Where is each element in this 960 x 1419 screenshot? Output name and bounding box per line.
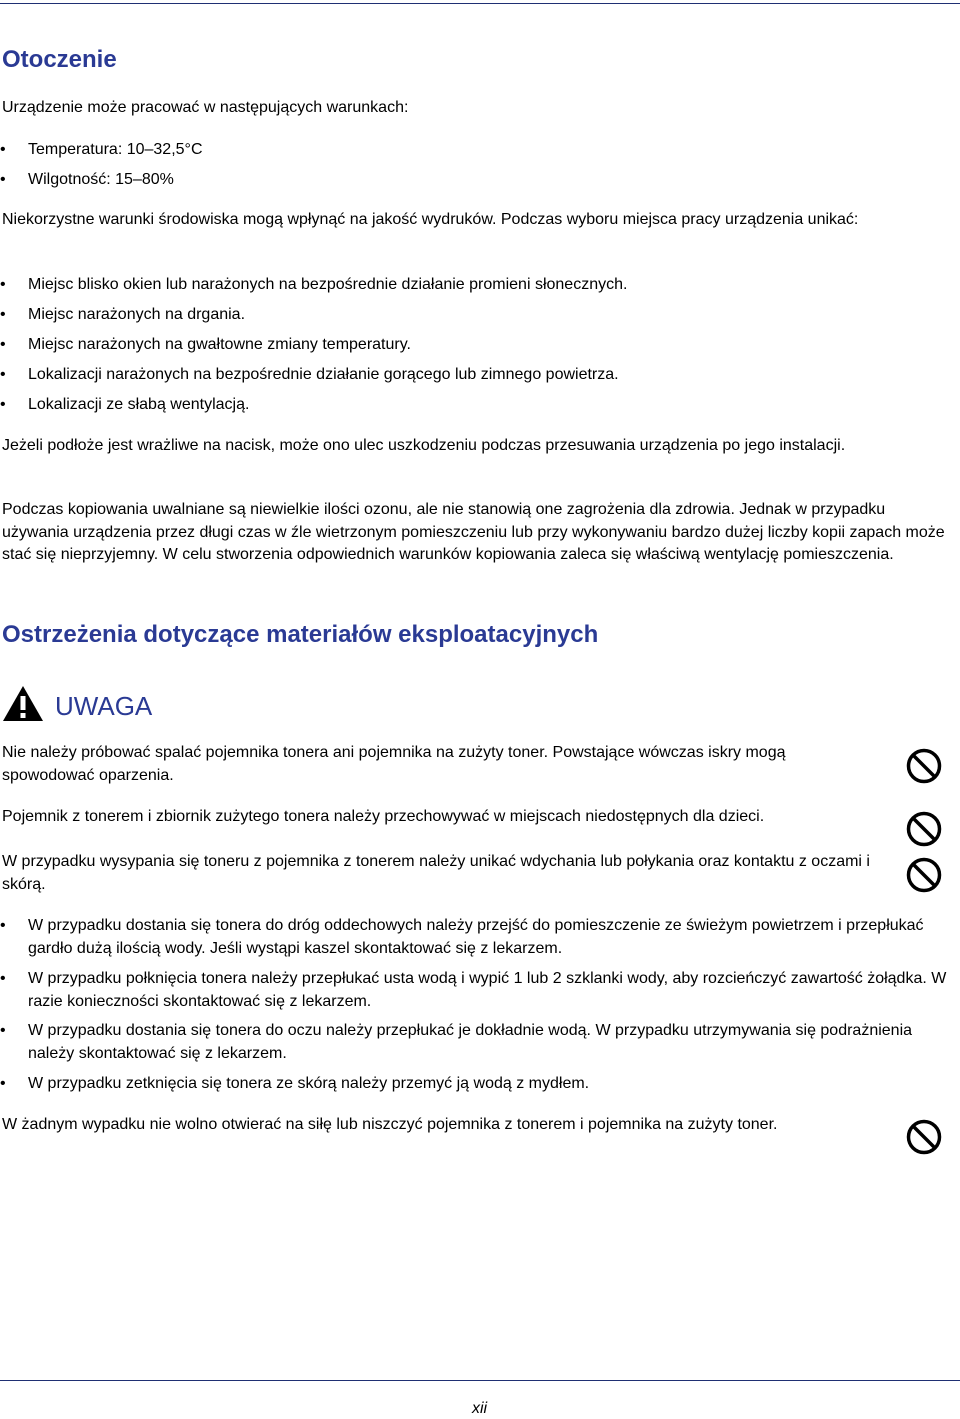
ozone-note: Podczas kopiowania uwalniane są niewielkie ilości ozonu, ale nie stanowią one zagrożenia dla zdrowia. Jednak w przypadku używania urządzenia przez długi czas w źle wietrzonym pomieszczeniu lub przy wykonywaniu bardzo dużej liczby kopii zapach może stać się nieprzyjemny. W celu stworzenia odpowiednich warunków kopiowania zaleca się właściwą wentylację pomieszczenia. bbox=[2, 501, 945, 563]
bullet: • bbox=[0, 917, 6, 934]
bullet: • bbox=[0, 276, 6, 293]
prohibition-icon bbox=[906, 1119, 942, 1155]
bottom-rule bbox=[0, 1380, 960, 1381]
top-rule bbox=[0, 3, 960, 4]
warning-spill: W przypadku wysypania się toneru z pojemnika z tonerem należy unikać wdychania lub połykania oraz kontaktu z oczami i skórą. bbox=[2, 853, 870, 893]
bullet: • bbox=[0, 1022, 6, 1039]
bullet: • bbox=[0, 336, 6, 353]
bullet: • bbox=[0, 171, 6, 188]
caution-label: UWAGA bbox=[55, 691, 153, 721]
bullet: • bbox=[0, 141, 6, 158]
prohibition-icon bbox=[906, 857, 942, 893]
bullet: • bbox=[0, 306, 6, 323]
bullet: • bbox=[0, 366, 6, 383]
bullet: • bbox=[0, 1075, 6, 1092]
section-title-environment: Otoczenie bbox=[2, 46, 117, 73]
environment-intro: Urządzenie może pracować w następujących warunkach: bbox=[2, 99, 409, 116]
warning-children: Pojemnik z tonerem i zbiornik zużytego tonera należy przechowywać w miejscach niedostępnych dla dzieci. bbox=[2, 808, 765, 825]
prohibition-icon bbox=[906, 811, 942, 847]
floor-note: Jeżeli podłoże jest wrażliwe na nacisk, może ono ulec uszkodzeniu podczas przesuwania urządzenia po jego instalacji. bbox=[2, 437, 846, 454]
prohibition-icon bbox=[906, 748, 942, 784]
warning-triangle-icon bbox=[2, 685, 44, 722]
avoid-intro: Niekorzystne warunki środowiska mogą wpłynąć na jakość wydruków. Podczas wyboru miejsca pracy urządzenia unikać: bbox=[2, 211, 859, 228]
section-title-consumables: Ostrzeżenia dotyczące materiałów eksploatacyjnych bbox=[2, 621, 599, 648]
page-number: xii bbox=[472, 1400, 488, 1417]
warning-burn: Nie należy próbować spalać pojemnika tonera ani pojemnika na zużyty toner. Powstające wówczas iskry mogą spowodować oparzenia. bbox=[2, 744, 786, 784]
warning-no-force: W żadnym wypadku nie wolno otwierać na siłę lub niszczyć pojemnika z tonerem i pojemnika na zużyty toner. bbox=[2, 1116, 778, 1133]
bullet: • bbox=[0, 396, 6, 413]
bullet: • bbox=[0, 970, 6, 987]
